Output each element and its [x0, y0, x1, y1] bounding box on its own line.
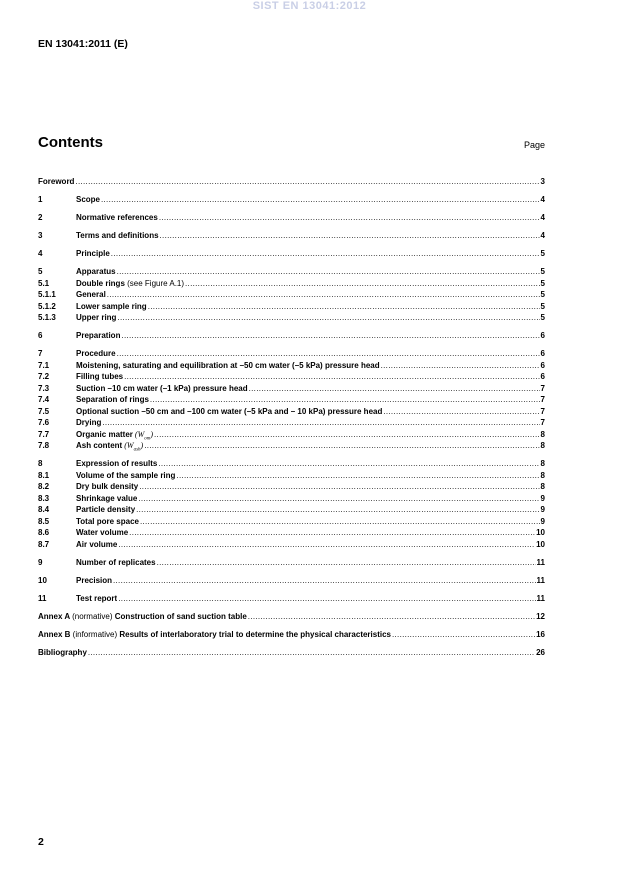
toc-leader-dots — [157, 557, 536, 569]
toc-entry-text: Upper ring — [76, 313, 117, 322]
toc-leader-dots — [102, 417, 539, 429]
toc-entry[interactable] — [38, 383, 545, 395]
toc-entry-number: 11 — [38, 593, 47, 603]
toc-entry-text: Air volume — [76, 539, 118, 549]
toc-entry-page: 12 — [536, 611, 545, 621]
toc-leader-dots — [392, 629, 535, 641]
toc-entry-page: 9 — [540, 516, 545, 526]
table-of-contents — [38, 176, 545, 658]
toc-entry-number: 8.7 — [38, 539, 50, 549]
toc-entry-number: 7.4 — [38, 395, 50, 404]
toc-entry-title — [76, 348, 116, 360]
toc-entry-number: 3 — [38, 231, 43, 240]
watermark: SIST EN 13041:2012 — [252, 0, 367, 12]
toc-entry[interactable] — [38, 248, 545, 260]
toc-entry-number: 8.3 — [38, 493, 50, 503]
toc-entry-number: 5.1.3 — [38, 313, 56, 322]
toc-entry-title — [76, 266, 116, 278]
toc-entry-title — [76, 406, 382, 418]
toc-entry[interactable] — [38, 527, 545, 539]
toc-leader-dots — [381, 360, 540, 372]
toc-entry-number: 8.5 — [38, 516, 50, 526]
page-number: 2 — [38, 836, 44, 848]
toc-entry-title — [76, 470, 175, 482]
toc-entry-number: 7.8 — [38, 441, 50, 450]
toc-entry-text: General — [76, 290, 106, 299]
toc-entry-number: 2 — [38, 213, 43, 222]
toc-entry-page: 7 — [540, 418, 545, 427]
toc-entry-text: Moistening, saturating and equilibration at –50 cm water (–5 kPa) pressure head — [76, 360, 380, 370]
toc-entry-text: Organic matter — [76, 429, 133, 439]
toc-entry-title — [76, 330, 120, 342]
toc-leader-dots — [176, 470, 539, 482]
toc-entry[interactable] — [38, 301, 545, 313]
toc-entry-number: 8 — [38, 459, 43, 468]
toc-entry-title — [76, 557, 156, 569]
toc-entry-number: 4 — [38, 249, 43, 258]
toc-entry[interactable] — [38, 429, 545, 441]
toc-leader-dots — [249, 383, 540, 395]
toc-entry-page: 6 — [540, 360, 545, 370]
toc-entry-text: Shrinkage value — [76, 493, 138, 503]
toc-leader-dots — [158, 458, 539, 470]
toc-entry-number: 7.6 — [38, 418, 50, 427]
toc-leader-dots — [248, 611, 535, 623]
toc-entry-annotation: $(W_{om})$ — [132, 429, 154, 442]
toc-entry-title — [76, 194, 100, 206]
toc-entry-number: 1 — [38, 195, 43, 204]
toc-entry-page: 5 — [540, 278, 545, 288]
toc-entry-page: 4 — [540, 231, 545, 240]
toc-entry-number: 5.1 — [38, 278, 50, 288]
toc-entry-text: Preparation — [76, 331, 121, 340]
toc-entry-text: Precision — [76, 575, 113, 585]
toc-entry[interactable] — [38, 557, 545, 569]
toc-entry-page: 6 — [540, 349, 545, 358]
toc-entry-page: 5 — [540, 290, 545, 299]
toc-entry-page: 8 — [540, 441, 545, 450]
toc-entry[interactable] — [38, 470, 545, 482]
toc-entry[interactable] — [38, 194, 545, 206]
toc-entry-text: Ash content — [76, 441, 123, 450]
toc-leader-dots — [117, 266, 540, 278]
toc-entry-page: 7 — [540, 395, 545, 404]
toc-entry-text: Apparatus — [76, 267, 116, 276]
toc-entry-text: Bibliography — [38, 647, 87, 657]
toc-entry[interactable] — [38, 312, 545, 324]
toc-entry-page: 16 — [536, 629, 545, 639]
toc-leader-dots — [129, 527, 535, 539]
toc-entry-title — [76, 593, 117, 605]
toc-entry-text: Principle — [76, 249, 110, 258]
toc-entry-text: Particle density — [76, 505, 136, 514]
toc-entry[interactable] — [38, 212, 545, 224]
toc-entry-number: 6 — [38, 331, 43, 340]
toc-entry-number: 7.1 — [38, 360, 50, 370]
toc-entry-text: Lower sample ring — [76, 301, 147, 311]
toc-entry-title — [76, 394, 149, 406]
toc-entry-page: 6 — [540, 331, 545, 340]
toc-entry-page: 5 — [540, 301, 545, 311]
toc-entry-page: 8 — [540, 482, 545, 491]
toc-entry-page: 10 — [536, 539, 545, 549]
toc-entry-title — [76, 360, 380, 372]
toc-entry-annotation: (normative) — [72, 611, 115, 621]
toc-entry-text: Optional suction –50 cm and –100 cm water (–5 kPa and – 10 kPa) pressure head — [76, 406, 383, 416]
toc-entry-number: 5.1.2 — [38, 301, 56, 311]
toc-entry-page: 8 — [540, 470, 545, 480]
toc-entry[interactable] — [38, 481, 545, 493]
toc-entry[interactable] — [38, 266, 545, 278]
toc-entry-page: 11 — [536, 575, 545, 585]
toc-entry-number: Annex B — [38, 629, 73, 639]
toc-entry-annotation: $(W_{ash})$ — [122, 441, 144, 453]
toc-entry-text: Procedure — [76, 349, 116, 358]
toc-entry-title — [76, 301, 147, 313]
toc-entry-text: Construction of sand suction table — [114, 611, 247, 621]
toc-entry-text: Scope — [76, 195, 101, 204]
toc-entry[interactable] — [38, 611, 545, 623]
toc-entry[interactable] — [38, 330, 545, 342]
toc-leader-dots — [148, 301, 540, 313]
toc-entry-title — [76, 440, 143, 456]
toc-entry-text: Separation of rings — [76, 395, 149, 404]
toc-entry-text: Terms and definitions — [76, 231, 159, 240]
toc-entry[interactable] — [38, 371, 545, 383]
toc-entry-text: Suction –10 cm water (–1 kPa) pressure head — [76, 383, 248, 393]
toc-leader-dots — [159, 212, 540, 224]
toc-entry-page: 4 — [540, 213, 545, 222]
toc-entry-title — [76, 481, 138, 493]
toc-entry-title — [76, 383, 248, 395]
toc-entry-text: Total pore space — [76, 516, 139, 526]
toc-entry-page: 11 — [536, 593, 545, 603]
toc-entry-page: 5 — [540, 313, 545, 322]
toc-entry[interactable] — [38, 629, 545, 641]
toc-leader-dots — [144, 440, 539, 452]
toc-entry-text: Test report — [76, 593, 118, 603]
toc-entry-title — [76, 417, 101, 429]
toc-leader-dots — [117, 312, 539, 324]
toc-entry[interactable] — [38, 458, 545, 470]
toc-leader-dots — [185, 278, 540, 290]
toc-entry-page: 4 — [540, 195, 545, 204]
toc-entry-page: 3 — [540, 177, 545, 186]
toc-entry-page: 9 — [540, 493, 545, 503]
toc-entry-title — [76, 230, 159, 242]
toc-entry-title — [76, 516, 139, 528]
toc-leader-dots — [88, 647, 535, 659]
toc-entry-page: 7 — [540, 383, 545, 393]
toc-entry[interactable] — [38, 289, 545, 301]
toc-entry-title — [76, 278, 184, 290]
toc-leader-dots — [383, 406, 539, 418]
toc-leader-dots — [111, 248, 540, 260]
toc-entry-page: 11 — [536, 557, 545, 567]
toc-entry[interactable] — [38, 575, 545, 587]
toc-entry-number: 8.2 — [38, 482, 50, 491]
toc-entry-annotation: (informative) — [72, 629, 120, 639]
toc-entry-number: 10 — [38, 575, 47, 585]
toc-entry-text: Number of replicates — [76, 557, 156, 567]
toc-entry-text: Results of interlaboratory trial to determine the physical characteristics — [119, 629, 391, 639]
toc-entry[interactable] — [38, 394, 545, 406]
toc-leader-dots — [124, 371, 539, 383]
toc-entry[interactable] — [38, 406, 545, 418]
toc-leader-dots — [107, 289, 540, 301]
contents-title: Contents — [38, 134, 103, 151]
toc-entry-title — [76, 458, 157, 470]
toc-entry-page: 9 — [540, 505, 545, 514]
toc-leader-dots — [121, 330, 539, 342]
toc-entry-text: Foreword — [38, 177, 75, 186]
toc-entry-text: Expression of results — [76, 459, 158, 468]
toc-entry-number: Annex A — [38, 611, 73, 621]
toc-entry-page: 8 — [540, 459, 545, 468]
toc-entry-page: 6 — [540, 372, 545, 381]
toc-entry-number: 7.7 — [38, 429, 50, 439]
toc-leader-dots — [160, 230, 540, 242]
toc-entry-title — [76, 493, 137, 505]
toc-entry-number: 7.3 — [38, 383, 50, 393]
toc-entry[interactable] — [38, 417, 545, 429]
toc-leader-dots — [140, 516, 540, 528]
toc-leader-dots — [117, 348, 540, 360]
toc-entry-title — [76, 539, 117, 551]
toc-entry-page: 26 — [536, 647, 545, 657]
toc-entry[interactable] — [38, 230, 545, 242]
toc-leader-dots — [154, 429, 540, 441]
toc-entry-page: 10 — [536, 528, 545, 537]
toc-entry-number: 7.5 — [38, 406, 50, 416]
toc-entry[interactable] — [38, 348, 545, 360]
toc-entry[interactable] — [38, 504, 545, 516]
toc-leader-dots — [101, 194, 540, 206]
toc-entry-page: 7 — [540, 406, 545, 416]
toc-entry[interactable] — [38, 539, 545, 551]
toc-leader-dots — [136, 504, 539, 516]
toc-entry[interactable] — [38, 593, 545, 605]
toc-entry-number: 8.1 — [38, 470, 50, 480]
toc-entry-text: Water volume — [76, 528, 129, 537]
toc-entry-title — [76, 527, 128, 539]
toc-entry[interactable] — [38, 176, 545, 188]
toc-entry[interactable] — [38, 516, 545, 528]
toc-entry-title — [38, 611, 247, 623]
toc-entry[interactable] — [38, 493, 545, 505]
toc-leader-dots — [139, 481, 539, 493]
toc-entry-text: Normative references — [76, 213, 158, 222]
toc-entry-title — [76, 575, 112, 587]
toc-entry-title — [76, 504, 135, 516]
toc-entry-page: 5 — [540, 249, 545, 258]
toc-entry-title — [76, 212, 158, 224]
toc-entry-text: Volume of the sample ring — [76, 470, 176, 480]
toc-entry-title — [76, 371, 123, 383]
toc-entry-number: 5.1.1 — [38, 290, 56, 299]
toc-entry-title — [76, 312, 116, 324]
toc-entry-text: Filling tubes — [76, 372, 124, 381]
toc-entry-title — [76, 248, 110, 260]
toc-entry-text: Dry bulk density — [76, 482, 139, 491]
toc-entry-page: 8 — [540, 429, 545, 439]
toc-entry-text: Drying — [76, 418, 102, 427]
toc-entry-title — [76, 289, 106, 301]
page-column-label: Page — [523, 140, 545, 150]
toc-leader-dots — [113, 575, 536, 587]
toc-leader-dots — [75, 176, 539, 188]
toc-entry-number: 8.4 — [38, 505, 50, 514]
toc-entry-number: 7.2 — [38, 372, 50, 381]
toc-leader-dots — [138, 493, 539, 505]
document-id: EN 13041:2011 (E) — [38, 38, 128, 50]
toc-entry-title — [38, 647, 87, 659]
toc-entry-number: 5 — [38, 267, 43, 276]
toc-leader-dots — [118, 593, 535, 605]
toc-entry-page: 5 — [540, 267, 545, 276]
toc-entry[interactable] — [38, 278, 545, 290]
toc-entry-text: Double rings — [76, 278, 125, 288]
toc-entry[interactable] — [38, 647, 545, 659]
toc-entry-number: 9 — [38, 557, 43, 567]
toc-entry-number: 7 — [38, 349, 43, 358]
toc-entry[interactable] — [38, 360, 545, 372]
toc-entry-number: 8.6 — [38, 528, 50, 537]
toc-entry-annotation: (see Figure A.1) — [124, 278, 185, 288]
toc-leader-dots — [118, 539, 535, 551]
toc-entry[interactable] — [38, 440, 545, 452]
toc-leader-dots — [150, 394, 540, 406]
toc-entry-title — [38, 176, 74, 188]
toc-entry-title — [38, 629, 391, 641]
